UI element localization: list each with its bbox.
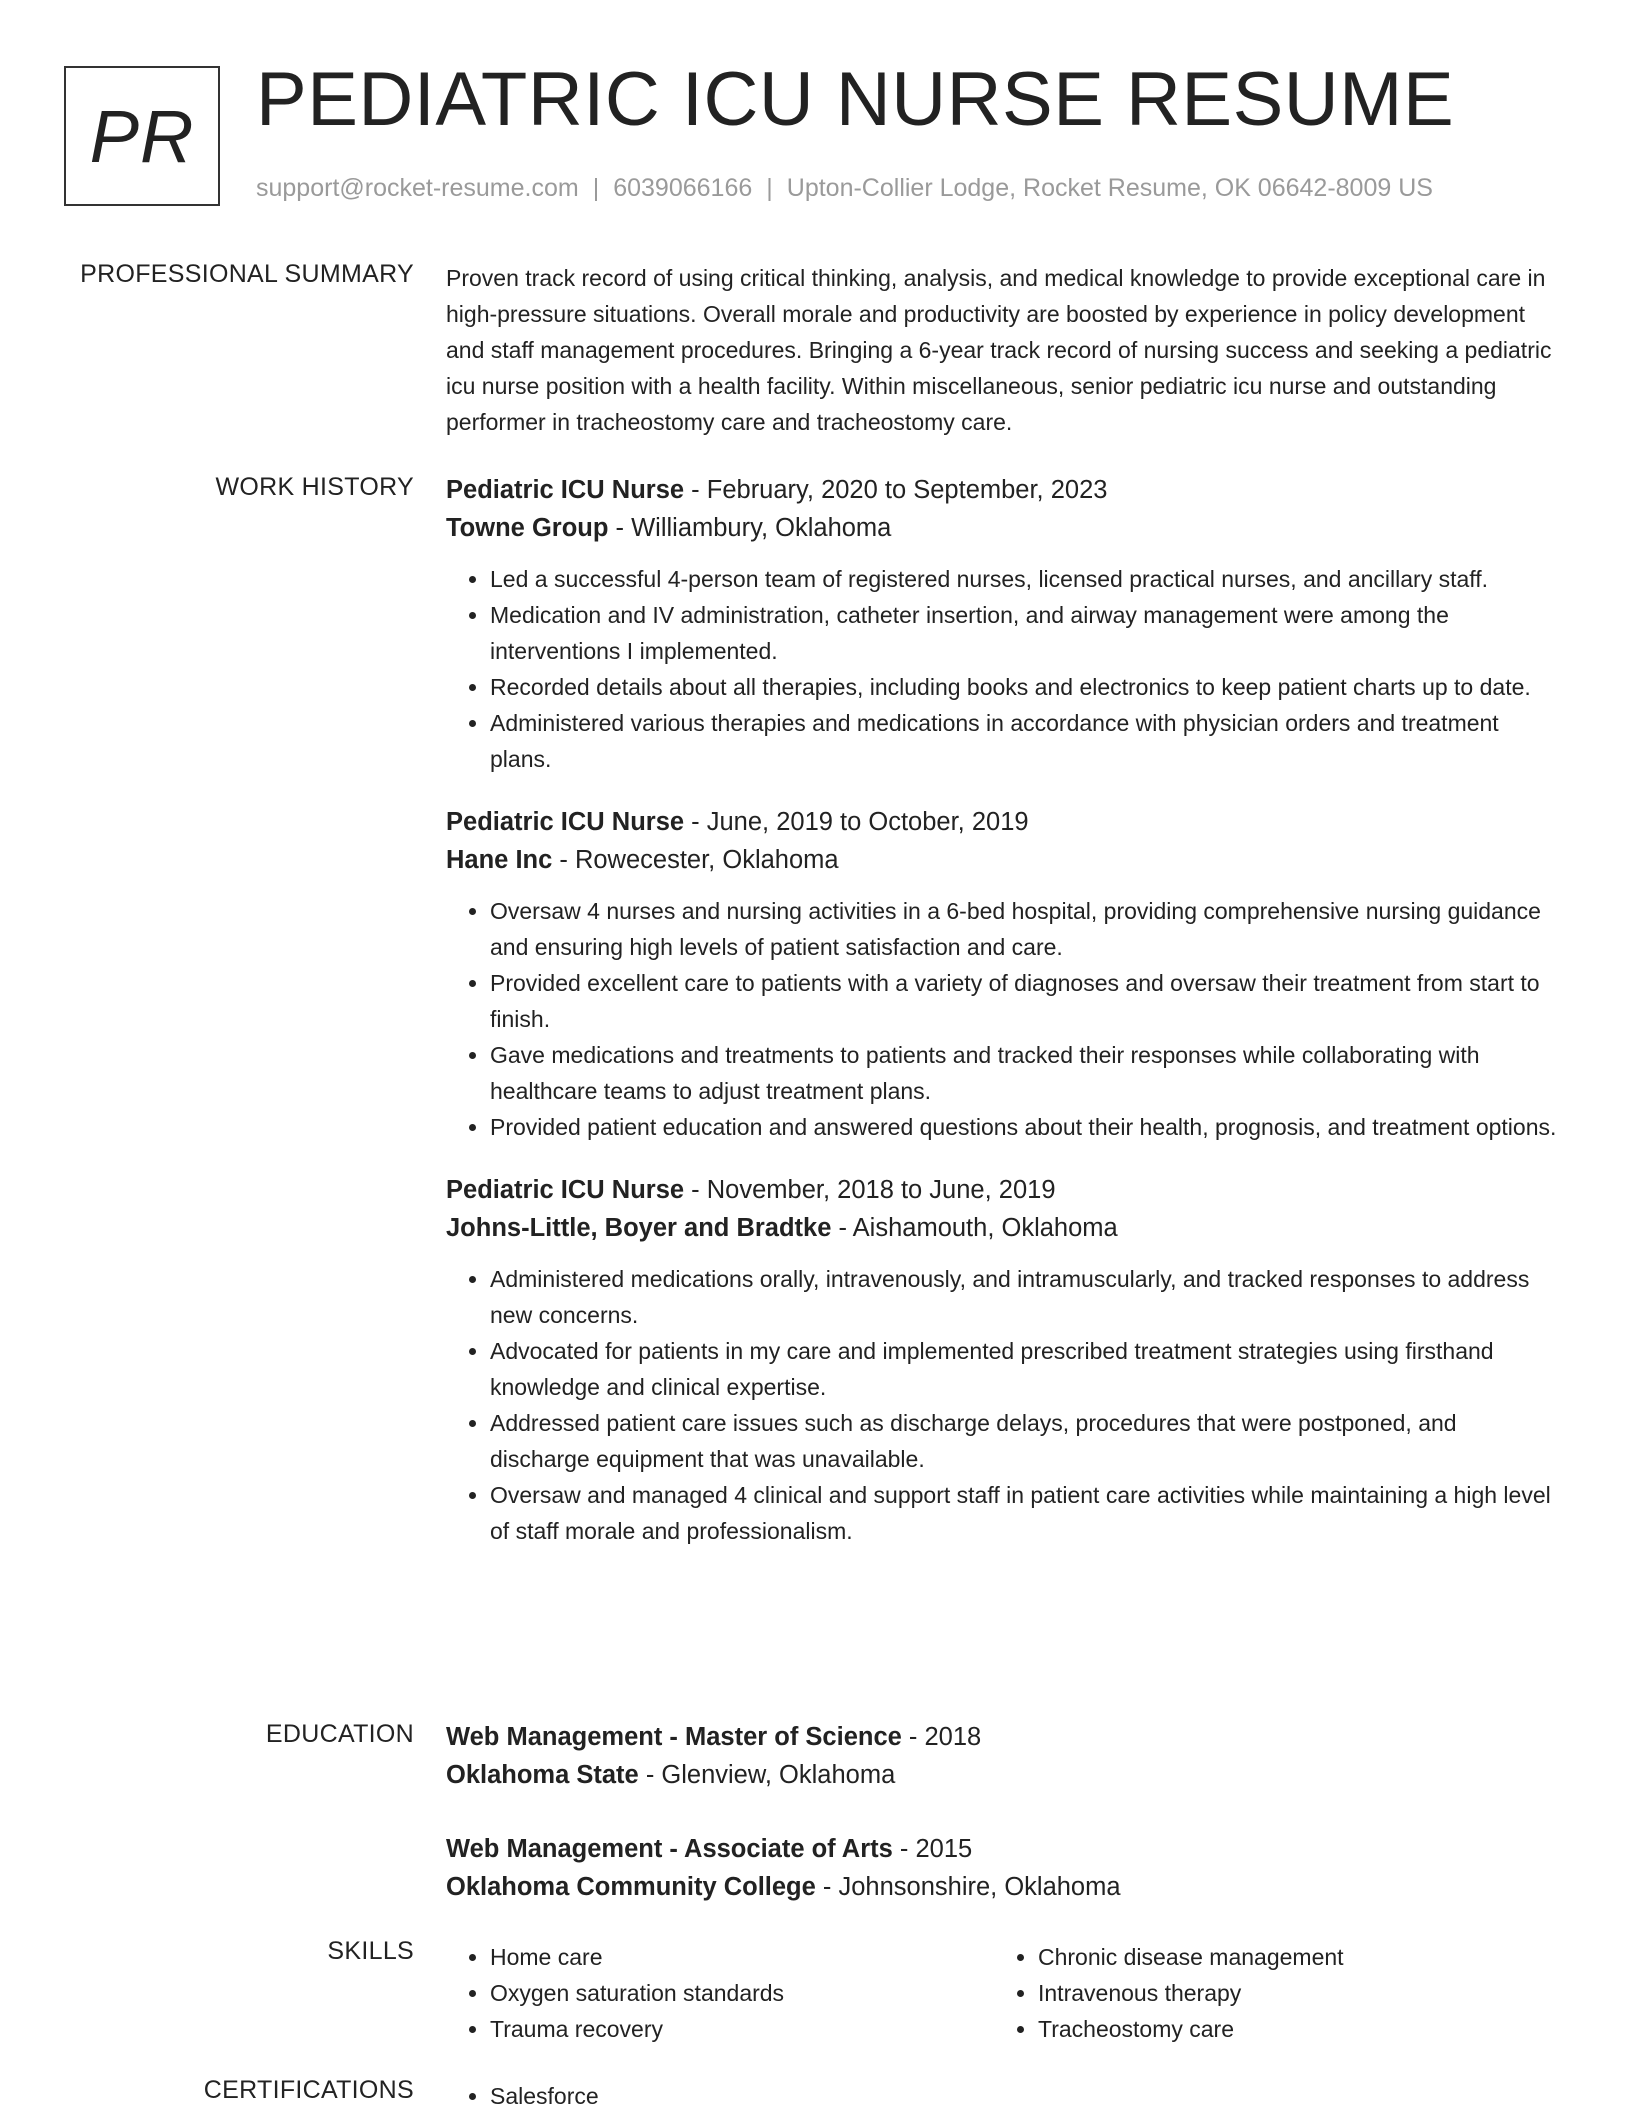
section-label-certifications: CERTIFICATIONS xyxy=(203,2076,414,2104)
skills-list-right xyxy=(994,1939,1542,2047)
job-dates: - June, 2019 to October, 2019 xyxy=(684,808,1029,836)
contact-separator: | xyxy=(592,174,600,202)
skill-item: • Oxygen saturation standards xyxy=(490,1975,994,2011)
job-duty: • Led a successful 4-person team of registered nurses, licensed practical nurses, and ancillary staff. xyxy=(490,561,1562,597)
job-location: - Rowecester, Oklahoma xyxy=(552,846,839,874)
job-duty: • Oversaw 4 nurses and nursing activities in a 6-bed hospital, providing comprehensive nursing guidance and ensuring high levels of patient satisfaction and care. xyxy=(490,893,1562,965)
contact-address: Upton-Collier Lodge, Rocket Resume, OK 06642-8009 US xyxy=(786,174,1433,202)
job-entry xyxy=(446,471,1562,777)
work-history-body xyxy=(446,471,1562,1575)
school-line xyxy=(446,1756,1562,1794)
skill-item: • Home care xyxy=(490,1939,994,1975)
job-duty: • Administered various therapies and medications in accordance with physician orders and treatment plans. xyxy=(490,705,1562,777)
degree-name: Web Management - Master of Science xyxy=(446,1723,902,1751)
skills-body xyxy=(446,1939,1562,2047)
job-duty: • Provided patient education and answered questions about their health, prognosis, and treatment options. xyxy=(490,1109,1562,1145)
job-title: Pediatric ICU Nurse xyxy=(446,808,685,836)
certifications-body xyxy=(446,2078,1562,2114)
degree-line xyxy=(446,1830,1562,1868)
job-location: - Aishamouth, Oklahoma xyxy=(831,1214,1118,1242)
job-company: Johns-Little, Boyer and Bradtke xyxy=(446,1214,832,1242)
skill-item: • Intravenous therapy xyxy=(1038,1975,1542,2011)
degree-line xyxy=(446,1718,1562,1756)
certifications-grid xyxy=(446,2078,1562,2114)
contact-phone: 6039066166 xyxy=(613,174,753,202)
section-label-skills: SKILLS xyxy=(327,1937,414,1965)
degree-year: - 2015 xyxy=(892,1835,973,1863)
section-label-summary: PROFESSIONAL SUMMARY xyxy=(80,260,414,288)
job-company-line xyxy=(446,1209,1562,1247)
job-company-line xyxy=(446,841,1562,879)
job-dates: - February, 2020 to September, 2023 xyxy=(684,476,1108,504)
job-duties-list xyxy=(446,893,1562,1145)
resume-title: PEDIATRIC ICU NURSE RESUME xyxy=(256,57,1455,142)
section-label-work-history: WORK HISTORY xyxy=(215,473,414,501)
education-body xyxy=(446,1718,1562,1942)
job-dates: - November, 2018 to June, 2019 xyxy=(684,1176,1056,1204)
contact-line xyxy=(256,174,1433,203)
school-location: - Glenview, Oklahoma xyxy=(638,1761,896,1789)
job-duties-list xyxy=(446,561,1562,777)
skill-item: • Tracheostomy care xyxy=(1038,2011,1542,2047)
job-duty: • Provided excellent care to patients with a variety of diagnoses and oversaw their treatment from start to finish. xyxy=(490,965,1562,1037)
degree-name: Web Management - Associate of Arts xyxy=(446,1835,893,1863)
job-entry xyxy=(446,803,1562,1145)
certification-item: • Salesforce xyxy=(490,2078,994,2114)
job-title-line xyxy=(446,803,1562,841)
job-location: - Williambury, Oklahoma xyxy=(608,514,892,542)
job-duty: • Recorded details about all therapies, including books and electronics to keep patient charts up to date. xyxy=(490,669,1562,705)
job-duties-list xyxy=(446,1261,1562,1549)
school-location: - Johnsonshire, Oklahoma xyxy=(815,1873,1121,1901)
school-name: Oklahoma State xyxy=(446,1761,639,1789)
monogram-box xyxy=(64,66,220,206)
certifications-list xyxy=(446,2078,994,2114)
job-duty: • Administered medications orally, intravenously, and intramuscularly, and tracked responses to address new concerns. xyxy=(490,1261,1562,1333)
education-entry xyxy=(446,1718,1562,1794)
job-duty: • Oversaw and managed 4 clinical and support staff in patient care activities while maintaining a high level of staff morale and professionalism. xyxy=(490,1477,1562,1549)
job-title: Pediatric ICU Nurse xyxy=(446,476,685,504)
skill-item: • Trauma recovery xyxy=(490,2011,994,2047)
skills-list-left xyxy=(446,1939,994,2047)
skills-grid xyxy=(446,1939,1562,2047)
job-duty: • Advocated for patients in my care and implemented prescribed treatment strategies using firsthand knowledge and clinical expertise. xyxy=(490,1333,1562,1405)
job-entry xyxy=(446,1171,1562,1549)
job-company-line xyxy=(446,509,1562,547)
job-company: Towne Group xyxy=(446,514,609,542)
education-entry xyxy=(446,1830,1562,1906)
job-title-line xyxy=(446,471,1562,509)
job-duty: • Gave medications and treatments to patients and tracked their responses while collaborating with healthcare teams to adjust treatment plans. xyxy=(490,1037,1562,1109)
degree-year: - 2018 xyxy=(901,1723,982,1751)
job-duty: • Medication and IV administration, catheter insertion, and airway management were among the interventions I implemented. xyxy=(490,597,1562,669)
skill-item: • Chronic disease management xyxy=(1038,1939,1542,1975)
summary-body xyxy=(446,260,1562,440)
school-line xyxy=(446,1868,1562,1906)
summary-text: Proven track record of using critical thinking, analysis, and medical knowledge to provide exceptional care in high-pressure situations. Overall morale and productivity are boosted by experience in policy development and staff management procedures. Bringing a 6-year track record of nursing success and seeking a pediatric icu nurse position with a health facility. Within miscellaneous, senior pediatric icu nurse and outstanding performer in tracheostomy care and tracheostomy care. xyxy=(446,265,1552,435)
job-title-line xyxy=(446,1171,1562,1209)
contact-separator: | xyxy=(766,174,773,202)
job-company: Hane Inc xyxy=(446,846,553,874)
contact-email: support@rocket-resume.com xyxy=(256,174,579,202)
monogram-initials: PR xyxy=(89,94,195,178)
job-duty: • Addressed patient care issues such as discharge delays, procedures that were postponed, and discharge equipment that was unavailable. xyxy=(490,1405,1562,1477)
job-title: Pediatric ICU Nurse xyxy=(446,1176,685,1204)
school-name: Oklahoma Community College xyxy=(446,1873,816,1901)
section-label-education: EDUCATION xyxy=(265,1720,414,1748)
